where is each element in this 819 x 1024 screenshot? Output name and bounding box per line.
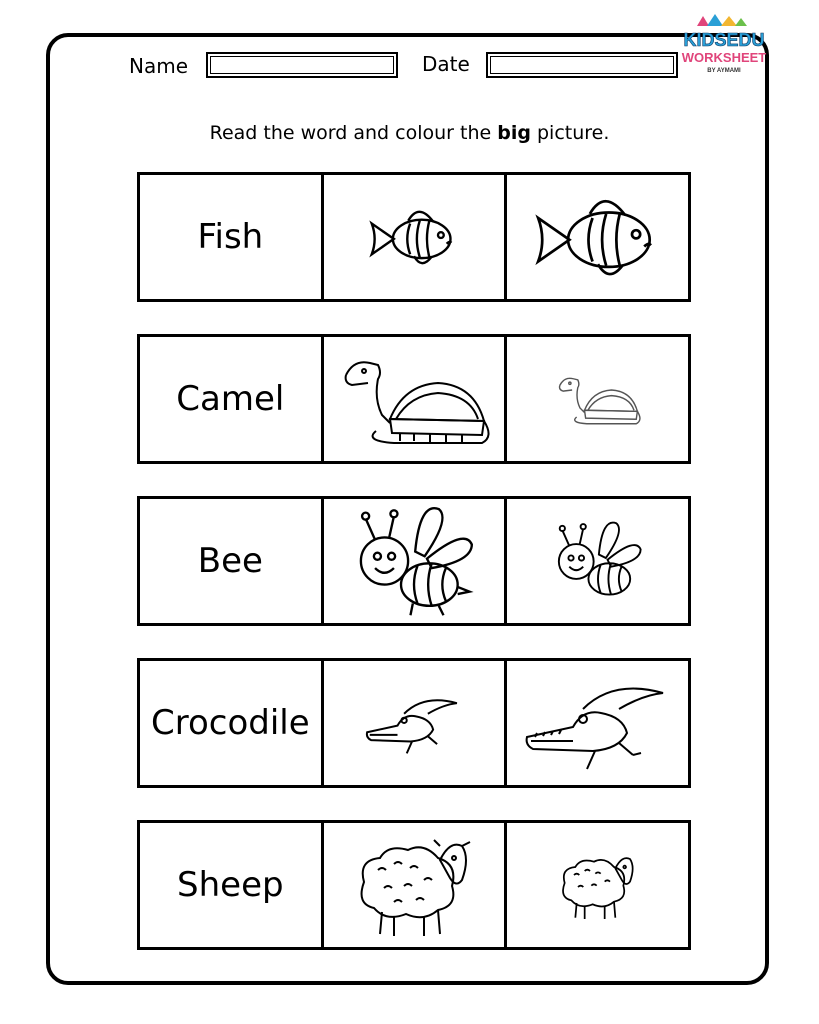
word-cell [140,175,324,299]
date-field[interactable] [486,52,678,78]
camel-icon [334,349,494,449]
word-label: Fish [197,217,264,257]
word-label: Bee [197,541,263,581]
small-picture-cell[interactable] [324,661,508,785]
word-label: Sheep [177,865,284,905]
small-picture-cell[interactable] [324,175,508,299]
fish-icon [366,197,462,277]
big-picture-cell[interactable] [324,823,508,947]
row-bee [137,496,691,626]
crocodile-icon [523,673,673,773]
word-label: Crocodile [151,703,310,743]
row-sheep [137,820,691,950]
sheep-icon [558,848,638,922]
camel-icon [553,370,643,428]
word-cell [140,661,324,785]
small-picture-cell[interactable] [507,337,688,461]
crocodile-icon [364,690,464,756]
instruction: Read the word and colour the big picture. [209,122,610,144]
small-picture-cell[interactable] [507,499,688,623]
bee-icon [550,518,646,605]
word-cell [140,337,324,461]
date-label: Date [422,52,470,76]
svg-text:KIDSEDU: KIDSEDU [683,30,765,50]
row-fish [137,172,691,302]
big-picture-cell[interactable] [324,499,508,623]
word-label: Camel [176,379,285,419]
small-picture-cell[interactable] [507,823,688,947]
sheep-icon [354,830,474,940]
name-field[interactable] [206,52,398,78]
row-crocodile [137,658,691,788]
big-picture-cell[interactable] [507,175,688,299]
kidsedu-logo [683,12,765,78]
word-cell [140,499,324,623]
big-picture-cell[interactable] [324,337,508,461]
row-camel [137,334,691,464]
big-picture-cell[interactable] [507,661,688,785]
svg-text:BY AYMAMI: BY AYMAMI [707,68,741,74]
name-label: Name [129,54,189,78]
svg-text:WORKSHEET: WORKSHEET [681,50,767,65]
bee-icon [349,502,479,620]
word-cell [140,823,324,947]
fish-icon [530,182,666,292]
